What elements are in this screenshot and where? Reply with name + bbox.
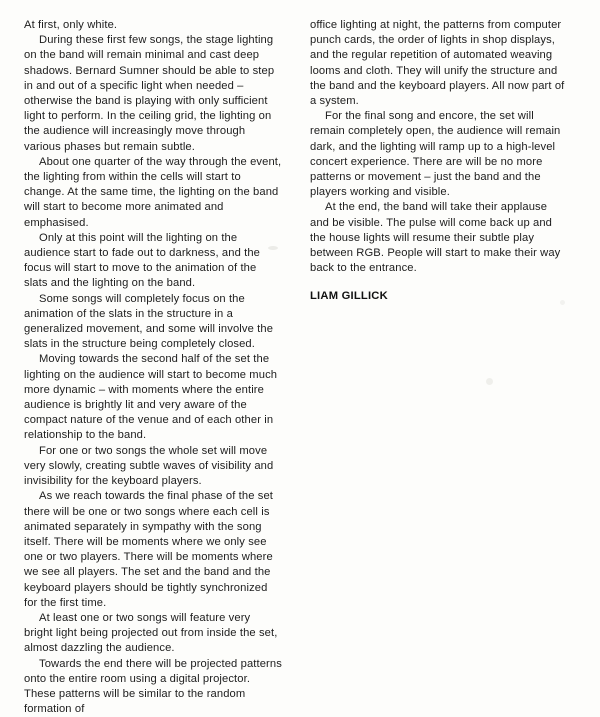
paragraph: office lighting at night, the patterns from computer punch cards, the order of lights in shop displays, and the regular repetition of automated weaving looms and cloth. They will unify the structure and the band and the keyboard players. All now part of a system. [310, 19, 565, 108]
paragraph: As we reach towards the final phase of the set there will be one or two songs where each cell is animated separately in sympathy with the song itself. There will be moments where we only see one or two players. There will be moments where we see all players. The set and the band and the keyboard players should be tightly synchronized for the first time. [24, 490, 274, 609]
paragraph: At the end, the band will take their applause and be visible. The pulse will come back up and the house lights will resume their subtle play between RGB. People will start to make their way back to the entrance. [310, 201, 561, 275]
paragraph: Moving towards the second half of the set the lighting on the audience will start to become much more dynamic – with moments where the entire audience is brightly lit and very aware of the compact nature of the venue and of each other in relationship to the band. [24, 353, 278, 442]
paragraph: At first, only white. [24, 19, 118, 31]
paragraph: For the final song and encore, the set will remain completely open, the audience will remain dark, and the lighting will ramp up to a high-level concert experience. There are will be no more patterns or movement – just the band and the players working and visible. [310, 110, 561, 199]
right-column [310, 18, 568, 305]
paragraph: Towards the end there will be projected patterns onto the entire room using a digital projector. These patterns will be similar to the random formation of [24, 657, 282, 716]
paragraph: Some songs will completely focus on the animation of the slats in the structure in a generalized movement, and some will involve the slats in the structure being completely closed. [24, 292, 274, 351]
paragraph: For one or two songs the whole set will move very slowly, creating subtle waves of visibility and invisibility for the keyboard players. [24, 444, 274, 488]
left-column [24, 18, 282, 717]
two-column-body [24, 18, 576, 717]
author-byline: LIAM GILLICK [310, 290, 388, 303]
paragraph: About one quarter of the way through the event, the lighting from within the cells will start to change. At the same time, the lighting on the band will start to become more animated and emphasised. [24, 155, 282, 229]
paragraph: During these first few songs, the stage lighting on the band will remain minimal and cast deep shadows. Bernard Sumner should be able to step in and out of a specific light when needed – otherwise the band is playing with only sufficient light to perform. In the ceiling grid, the lighting on the audience will increasingly move through various phases but remain subtle. [24, 34, 275, 153]
paragraph: At least one or two songs will feature very bright light being projected out from inside the set, almost dazzling the audience. [24, 611, 278, 655]
paragraph: Only at this point will the lighting on the audience start to fade out to darkness, and the focus will start to move to the animation of the slats and the lighting on the band. [24, 231, 261, 290]
